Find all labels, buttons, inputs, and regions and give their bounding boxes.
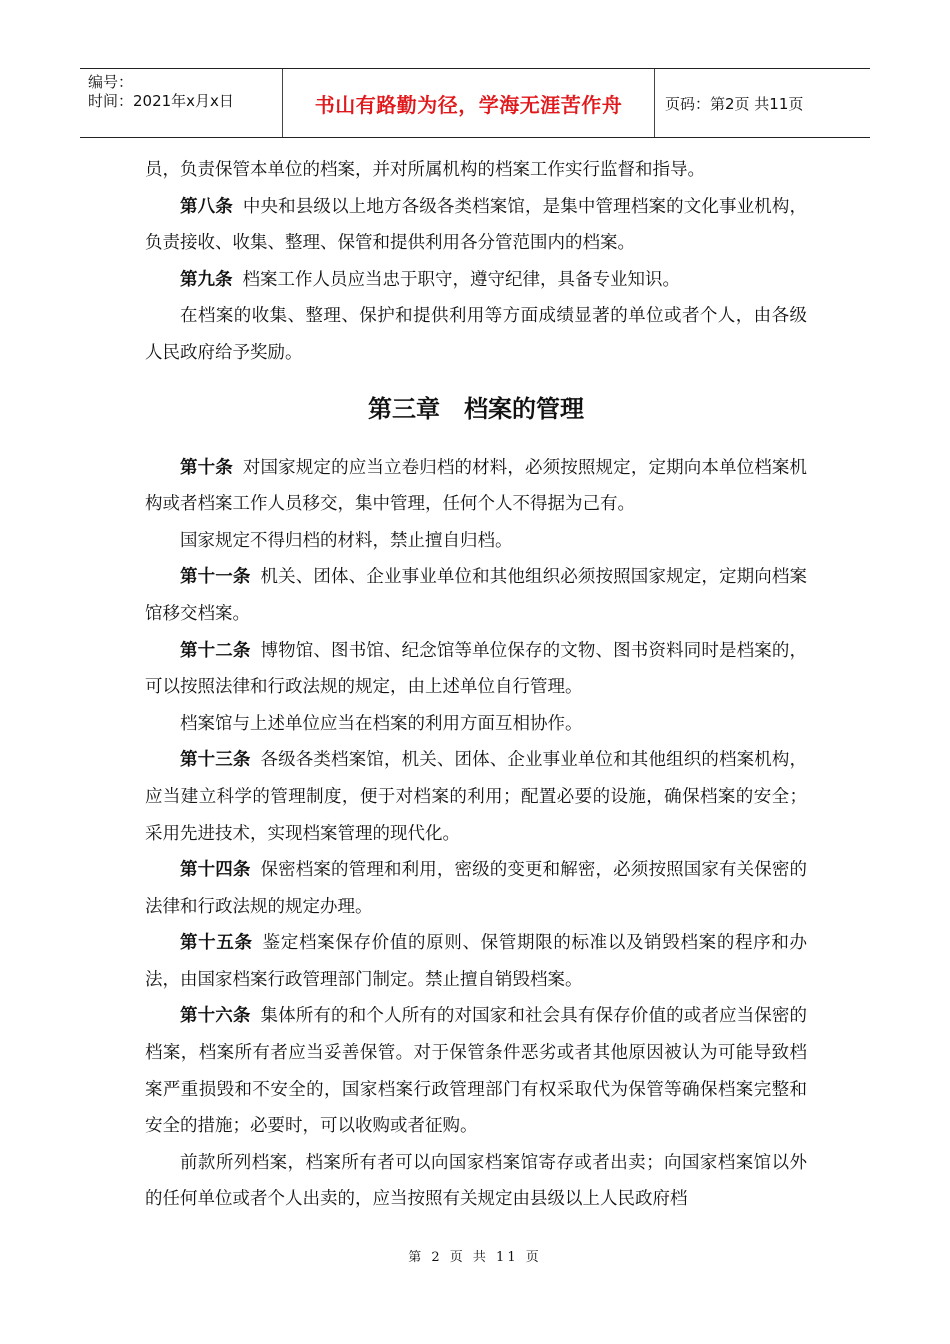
article-text: 集体所有的和个人所有的对国家和社会具有保存价值的或者应当保密的档案，档案所有者应当妥善保管。对于保管条件恶劣或者其他原因被认为可能导致档案严重损毁和不安全的，国家档案行政管理部门有权采取代为保管等确保档案完整和安全的措施；必要时，可以收购或者征购。 [145, 1006, 807, 1137]
article-label: 第十二条 [180, 640, 251, 661]
article-text: 档案工作人员应当忠于职守，遵守纪律，具备专业知识。 [242, 269, 680, 290]
body-paragraph: 员，负责保管本单位的档案，并对所属机构的档案工作实行监督和指导。 [145, 160, 705, 180]
article-label: 第十四条 [180, 860, 251, 881]
article-paragraph [145, 925, 807, 998]
chapter-heading: 第三章 档案的管理 [368, 394, 584, 423]
header-table [80, 68, 870, 138]
article-label: 第九条 [180, 269, 233, 290]
document-body [145, 152, 807, 1218]
page-footer: 第 2 页 共 11 页 [408, 1250, 542, 1265]
article-text: 保密档案的管理和利用，密级的变更和解密，必须按照国家有关保密的法律和行政法规的规定办理。 [145, 860, 807, 917]
body-paragraph: 在档案的收集、整理、保护和提供利用等方面成绩显著的单位或者个人，由各级人民政府给予奖励。 [145, 306, 807, 363]
article-text: 鉴定档案保存价值的原则、保管期限的标准以及销毁档案的程序和办法，由国家档案行政管理部门制定。禁止擅自销毁档案。 [145, 933, 808, 990]
article-paragraph [145, 559, 807, 632]
article-paragraph [145, 998, 807, 1144]
article-text: 对国家规定的应当立卷归档的材料，必须按照规定，定期向本单位档案机构或者档案工作人员移交，集中管理，任何个人不得据为己有。 [145, 457, 808, 515]
body-paragraph: 国家规定不得归档的材料，禁止擅自归档。 [180, 530, 513, 551]
header-meta-cell [80, 69, 283, 137]
article-label: 第十三条 [180, 750, 251, 771]
article-paragraph [145, 633, 807, 706]
article-text: 博物馆、图书馆、纪念馆等单位保存的文物、图书资料同时是档案的，可以按照法律和行政法规的规定，由上述单位自行管理。 [145, 640, 807, 698]
article-label: 第十一条 [180, 567, 251, 588]
header-motto-cell [283, 69, 655, 137]
document-time-label: 时间：2021年x月x日 [88, 92, 234, 110]
body-paragraph: 前款所列档案，档案所有者可以向国家档案馆寄存或者出卖；向国家档案馆以外的任何单位或者个人出卖的，应当按照有关规定由县级以上人民政府档 [145, 1152, 807, 1210]
header-page-cell [655, 69, 870, 137]
article-paragraph [145, 852, 807, 925]
article-label: 第八条 [180, 196, 233, 217]
document-number-label: 编号： [88, 73, 134, 91]
article-text: 各级各类档案馆，机关、团体、企业事业单位和其他组织的档案机构，应当建立科学的管理制度，便于对档案的利用；配置必要的设施，确保档案的安全；采用先进技术，实现档案管理的现代化。 [145, 750, 807, 844]
article-paragraph [145, 262, 807, 299]
body-paragraph: 档案馆与上述单位应当在档案的利用方面互相协作。 [180, 713, 583, 734]
article-label: 第十五条 [180, 933, 253, 954]
article-paragraph [145, 742, 807, 852]
header-motto: 书山有路勤为径，学海无涯苦作舟 [314, 92, 623, 117]
article-label: 第十六条 [180, 1006, 251, 1027]
header-page-info: 页码：第2页 共11页 [665, 94, 804, 113]
article-paragraph [145, 189, 807, 262]
article-paragraph [145, 450, 807, 523]
article-label: 第十条 [180, 457, 233, 478]
article-text: 中央和县级以上地方各级各类档案馆，是集中管理档案的文化事业机构，负责接收、收集、整理、保管和提供利用各分管范围内的档案。 [145, 196, 808, 254]
article-text: 机关、团体、企业事业单位和其他组织必须按照国家规定，定期向档案馆移交档案。 [145, 567, 807, 624]
